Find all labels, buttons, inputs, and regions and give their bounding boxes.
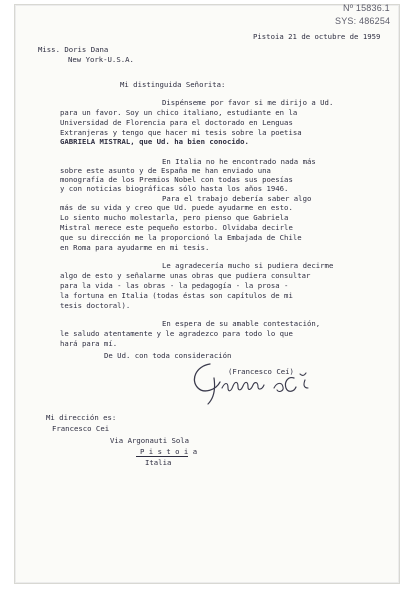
- body-line: hará para mí.: [60, 339, 118, 348]
- body-line: En Italia no he encontrado nada más: [162, 157, 316, 166]
- body-line: para un favor. Soy un chico italiano, estudiante en la: [60, 108, 298, 117]
- address-underline: [136, 456, 188, 457]
- address-label: Mi dirección es:: [46, 413, 117, 422]
- body-line: en Roma para ayudarme en mi tesis.: [60, 243, 210, 252]
- body-line: Para el trabajo debería saber algo: [162, 194, 312, 203]
- body-line: sobre este asunto y de España me han enviado una: [60, 166, 271, 175]
- body-line: la fortuna en Italia (todas éstas son capítulos de mi: [60, 291, 293, 300]
- place-date: Pistoia 21 de octubre de 1959: [253, 32, 381, 41]
- address-line: Via Argonauti Sola: [110, 436, 190, 445]
- body-line: más de su vida y creo que Ud. puede ayudarme en esto.: [60, 203, 293, 212]
- address-line: P i s t o i a: [140, 447, 198, 456]
- body-line: Le agradecería mucho si pudiera decirme: [162, 261, 334, 270]
- body-line: Extranjeras y tengo que hacer mi tesis sobre la poetisa: [60, 128, 302, 137]
- recipient-line: Miss. Doris Dana: [38, 45, 109, 54]
- body-line: En espera de su amable contestación,: [162, 319, 321, 328]
- body-line: monografía de los Premios Nobel con todas sus poesías: [60, 175, 293, 184]
- body-line: GABRIELA MISTRAL, que Ud. ha bien conocido.: [60, 137, 249, 146]
- body-line: tesis doctoral).: [60, 301, 131, 310]
- catalog-note: Nº 15836.1: [343, 3, 390, 13]
- body-line: Dispénseme por favor si me dirijo a Ud.: [162, 98, 334, 107]
- body-line: Universidad de Florencia para el doctorado en Lenguas: [60, 118, 293, 127]
- closing: De Ud. con toda consideración: [104, 351, 232, 360]
- signature-name: (Francesco Ceí): [228, 367, 294, 376]
- salutation: Mi distinguida Señorita:: [120, 80, 226, 89]
- handwritten-signature: [186, 358, 326, 408]
- body-line: algo de esto y señalarme unas obras que pudiera consultar: [60, 271, 311, 280]
- body-line: le saludo atentamente y le agradezco para todo lo que: [60, 329, 293, 338]
- recipient-line: New York-U.S.A.: [68, 55, 134, 64]
- address-line: Francesco Cei: [52, 424, 110, 433]
- body-line: Lo siento mucho molestarla, pero pienso que Gabriela: [60, 213, 289, 222]
- address-line: Italia: [145, 458, 172, 467]
- body-line: y con noticias biográficas sólo hasta los años 1946.: [60, 184, 289, 193]
- catalog-note: SYS: 486254: [335, 16, 391, 26]
- body-line: Mistral merece este pequeño estorbo. Olvidaba decirle: [60, 223, 293, 232]
- body-line: que su dirección me la proporcionó la Embajada de Chile: [60, 233, 302, 242]
- body-line: para la vida - las obras - la pedagogía - la prosa -: [60, 281, 289, 290]
